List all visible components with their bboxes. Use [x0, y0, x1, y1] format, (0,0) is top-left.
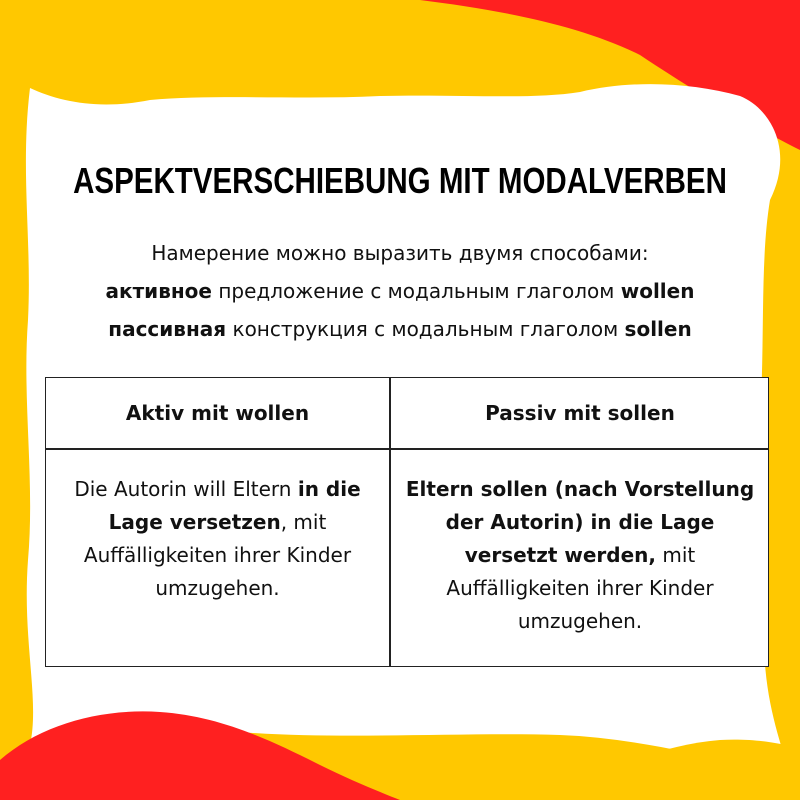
intro-line-1: Намерение можно выразить двумя способами:	[151, 241, 649, 265]
intro-line-2-text: предложение с модальным глаголом	[211, 279, 621, 303]
intro-line-2-bold-start: активное	[105, 279, 212, 303]
intro-line-3-bold-end: sollen	[624, 317, 692, 341]
active-cell-bold: in die Lage versetzen	[108, 477, 361, 534]
passive-cell-bold: Eltern sollen (nach Vorstellung der Autorin) in die Lage versetzt werden,	[405, 477, 755, 567]
page-title: ASPEKTVERSCHIEBUNG MIT MODALVERBEN	[73, 160, 727, 201]
intro-line-3	[40, 310, 760, 348]
table-cell-passive	[400, 473, 760, 638]
table-cell-active	[56, 473, 379, 605]
active-cell-text-1: Die Autorin will Eltern	[74, 477, 298, 501]
table-header-active: Aktiv mit wollen	[125, 401, 310, 425]
active-cell-text-2: , mit Auffälligkeiten ihrer Kinder umzugehen.	[83, 510, 352, 600]
passive-cell-text: mit Auffälligkeiten ihrer Kinder umzugehen.	[446, 543, 714, 633]
intro-line-2	[40, 272, 760, 310]
table-header-passive: Passiv mit sollen	[485, 401, 675, 425]
intro-text	[40, 234, 760, 348]
intro-line-3-text: конструкция с модальным глаголом	[226, 317, 625, 341]
comparison-table	[45, 377, 769, 667]
intro-line-2-bold-end: wollen	[620, 279, 695, 303]
intro-line-3-bold-start: пассивная	[108, 317, 227, 341]
table-row-divider	[46, 448, 768, 450]
